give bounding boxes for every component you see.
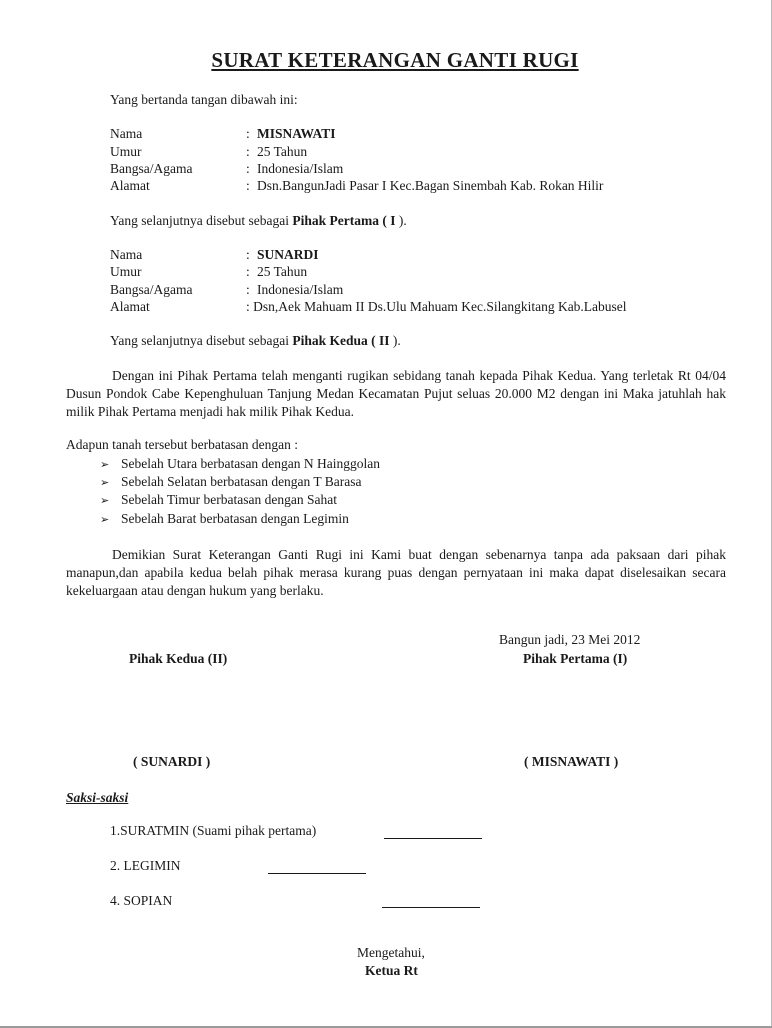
sign-left-role: Pihak Kedua (II) (129, 651, 228, 666)
bullet-arrow-icon: ➢ (100, 458, 110, 471)
party2-address: : Dsn,Aek Mahuam II Ds.Ulu Mahuam Kec.Silangkitang Kab.Labusel (246, 299, 627, 314)
party2-name: SUNARDI (257, 247, 319, 262)
party1-ref-bold: Pihak Pertama ( I (292, 213, 399, 228)
party1-ref-prefix: Yang selanjutnya disebut sebagai (110, 213, 293, 228)
witness-signature-line (384, 838, 482, 839)
label-alamat-2: Alamat (110, 299, 150, 314)
party1-ref-suffix: ). (398, 213, 407, 228)
bullet-arrow-icon: ➢ (100, 494, 110, 507)
letter-title: SURAT KETERANGAN GANTI RUGI (211, 48, 579, 72)
party1-name: MISNAWATI (257, 126, 336, 141)
place-date: Bangun jadi, 23 Mei 2012 (499, 632, 641, 647)
party2-nationality: Indonesia/Islam (257, 282, 344, 297)
colon-umur-2: : (246, 264, 250, 279)
party1-reference (110, 213, 407, 229)
label-bangsa-2: Bangsa/Agama (110, 282, 193, 297)
party1-nationality: Indonesia/Islam (257, 161, 344, 176)
bullet-arrow-icon: ➢ (100, 476, 110, 489)
border-item: Sebelah Selatan berbatasan dengan T Barasa (121, 474, 362, 489)
colon-bangsa-2: : (246, 282, 250, 297)
witness-signature-line (268, 873, 366, 874)
border-item: Sebelah Utara berbatasan dengan N Hainggolan (121, 456, 381, 471)
label-nama-1: Nama (110, 126, 143, 141)
sign-right-role: Pihak Pertama (I) (523, 651, 628, 666)
acknowledge-text: Mengetahui, (357, 945, 425, 960)
border-item: Sebelah Timur berbatasan dengan Sahat (121, 492, 337, 507)
intro-text: Yang bertanda tangan dibawah ini: (110, 92, 298, 107)
witness-item: 4. SOPIAN (110, 893, 173, 908)
label-nama-2: Nama (110, 247, 143, 262)
party2-age: 25 Tahun (257, 264, 308, 279)
colon-bangsa-1: : (246, 161, 250, 176)
colon-nama-1: : (246, 126, 250, 141)
party2-reference (110, 333, 401, 349)
label-umur-2: Umur (110, 264, 142, 279)
party2-ref-bold: Pihak Kedua ( II (292, 333, 393, 348)
witness-signature-line (382, 907, 480, 908)
borders-intro: Adapun tanah tersebut berbatasan dengan : (66, 437, 299, 452)
party1-address: Dsn.BangunJadi Pasar I Kec.Bagan Sinembah Kab. Rokan Hilir (257, 178, 604, 193)
colon-nama-2: : (246, 247, 250, 262)
party1-age: 25 Tahun (257, 144, 308, 159)
label-bangsa-1: Bangsa/Agama (110, 161, 193, 176)
witness-item: 2. LEGIMIN (110, 858, 181, 873)
label-umur-1: Umur (110, 144, 142, 159)
witness-item: 1.SURATMIN (Suami pihak pertama) (110, 823, 317, 838)
body-paragraph: Dengan ini Pihak Pertama telah menganti rugikan sebidang tanah kepada Pihak Kedua. Yang terletak Rt 04/04 Dusun Pondok Cabe Kepenghuluan Tanjung Medan Kecamatan Pujut seluas 20.000 M2 dengan ini Maka jatuhlah hak milik Pihak Pertama menjadi hak milik Pihak Kedua. (66, 368, 726, 419)
label-alamat-1: Alamat (110, 178, 150, 193)
colon-alamat-1: : (246, 178, 250, 193)
acknowledge-role: Ketua Rt (365, 963, 418, 978)
closing-paragraph: Demikian Surat Keterangan Ganti Rugi ini Kami buat dengan sebenarnya tanpa ada paksaan dari pihak manapun,dan apabila kedua belah pihak merasa kurang puas dengan pernyataan ini maka dapat diselesaikan secara kekeluargaan atau dengan hukum yang berlaku. (66, 547, 726, 598)
sign-right-name: ( MISNAWATI ) (524, 754, 619, 769)
border-item: Sebelah Barat berbatasan dengan Legimin (121, 511, 349, 526)
bullet-arrow-icon: ➢ (100, 513, 110, 526)
colon-umur-1: : (246, 144, 250, 159)
sign-left-name: ( SUNARDI ) (133, 754, 211, 769)
party2-ref-prefix: Yang selanjutnya disebut sebagai (110, 333, 293, 348)
party2-ref-suffix: ). (392, 333, 401, 348)
witness-heading: Saksi-saksi (66, 790, 129, 805)
